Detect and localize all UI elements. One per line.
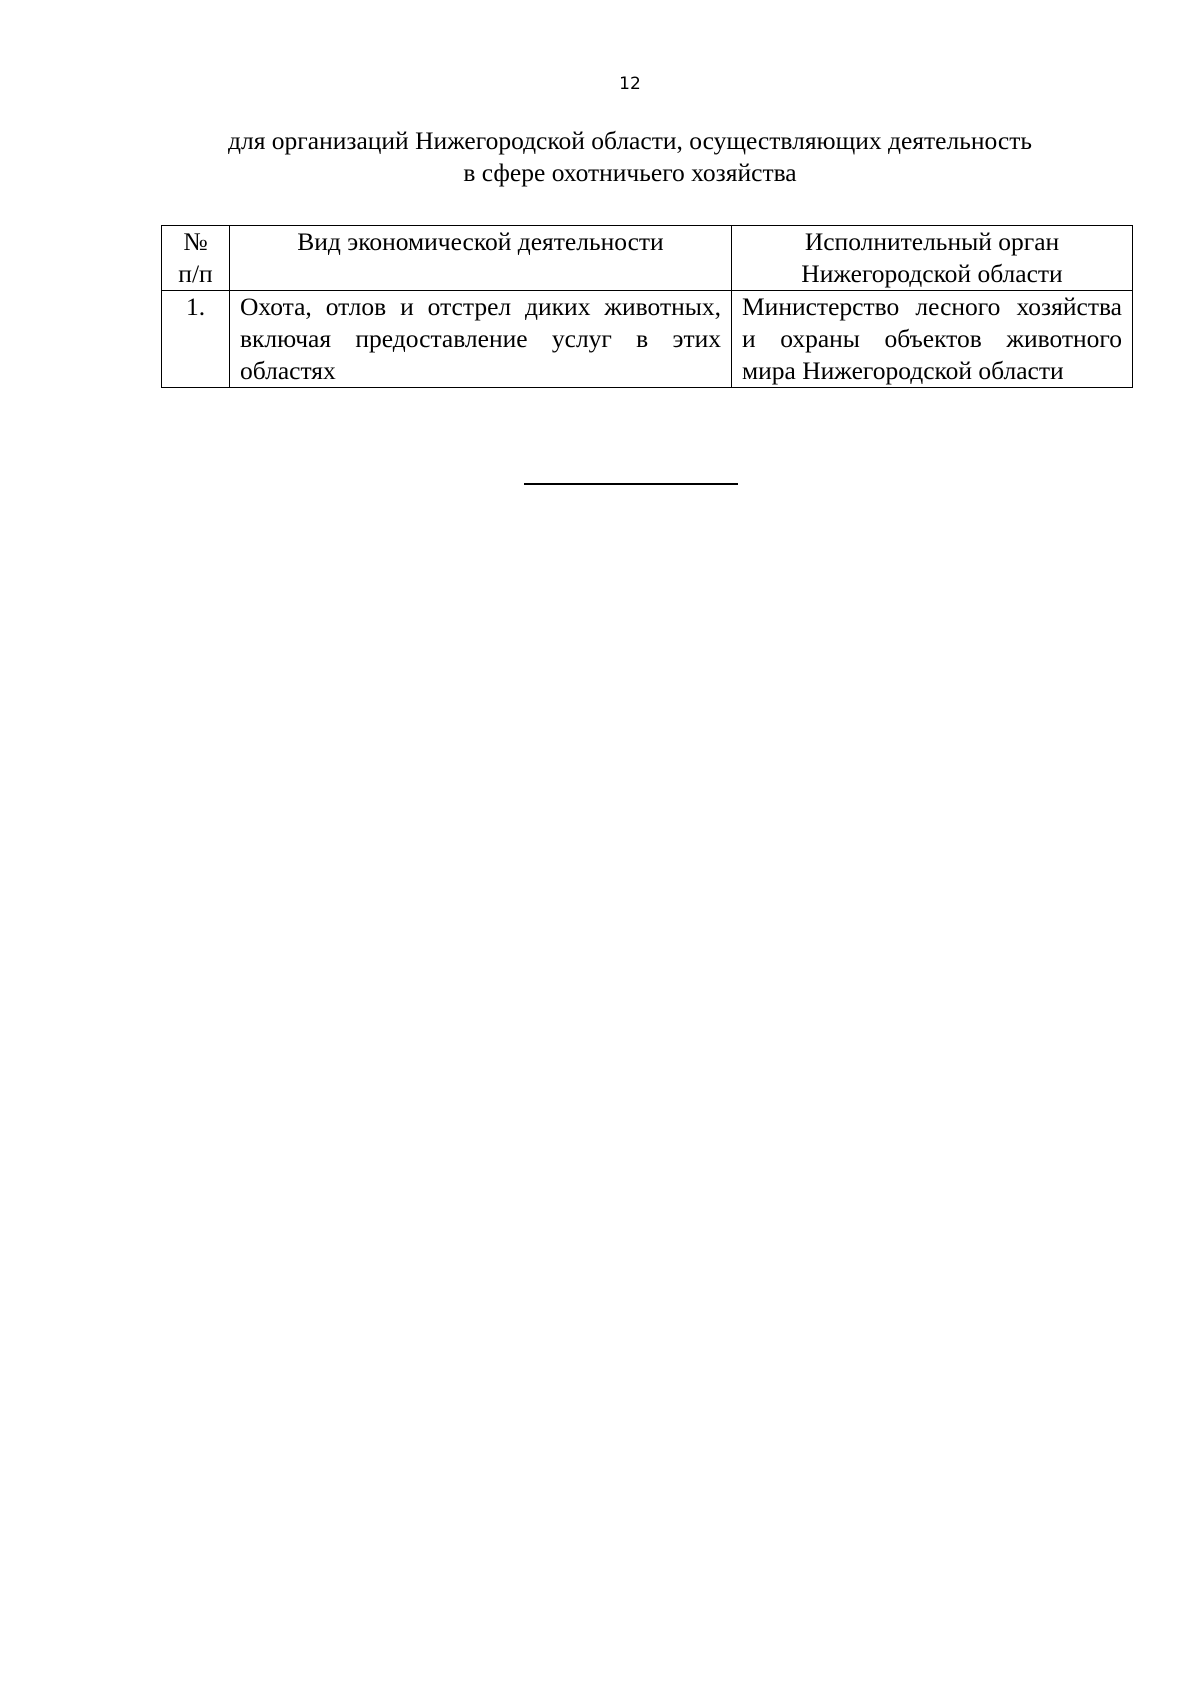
- header-authority-line-2: Нижегородской области: [801, 259, 1063, 288]
- row-activity: Охота, отлов и отстрел диких животных, включая предоставление услуг в этих областях: [230, 291, 732, 388]
- header-activity: Вид экономической деятельности: [230, 226, 732, 291]
- heading-line-2: в сфере охотничьего хозяйства: [463, 158, 797, 187]
- table-header-row: [162, 226, 1133, 291]
- row-number: 1.: [162, 291, 230, 388]
- closing-divider: [524, 483, 738, 485]
- header-authority: [732, 226, 1133, 291]
- header-number: [162, 226, 230, 291]
- activity-table: [161, 225, 1133, 388]
- row-authority: Министерство лесного хозяйства и охраны объектов животного мира Нижегородской области: [732, 291, 1133, 388]
- header-number-line-1: №: [183, 227, 208, 256]
- header-number-line-2: п/п: [178, 259, 213, 288]
- document-heading: [150, 125, 1110, 189]
- table-row: [162, 291, 1133, 388]
- heading-line-1: для организаций Нижегородской области, осуществляющих деятельность: [228, 126, 1032, 155]
- header-authority-line-1: Исполнительный орган: [804, 227, 1060, 256]
- page-number: 12: [619, 74, 641, 94]
